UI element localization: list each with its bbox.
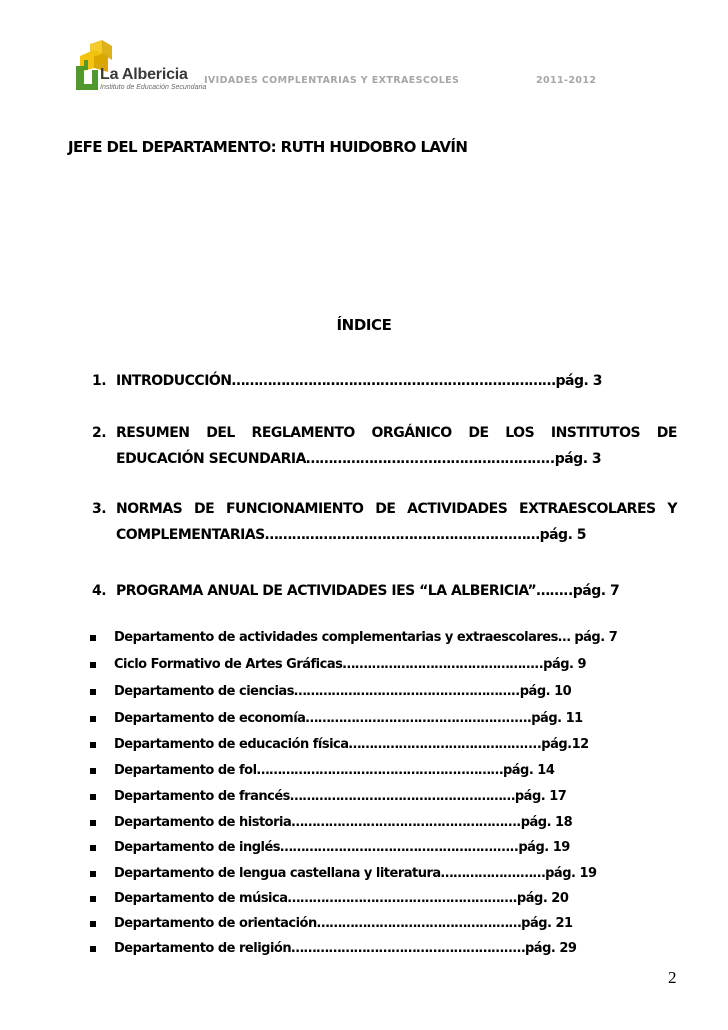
item-text-line-2: COMPLEMENTARIAS……………………………………………….……pág. 5 bbox=[116, 527, 587, 543]
item-text-line-1: RESUMEN DEL REGLAMENTO ORGÁNICO DE LOS INSTITUTOS DE bbox=[116, 425, 677, 441]
bullet-icon bbox=[90, 689, 96, 695]
bullet-text: Departamento de inglés…………………………………………….…..pág. 19 bbox=[114, 840, 570, 855]
header-year: 2011-2012 bbox=[536, 75, 597, 86]
department-head: JEFE DEL DEPARTAMENTO: RUTH HUIDOBRO LAVÍN bbox=[68, 138, 468, 156]
bullet-text: Departamento de lengua castellana y literatura……………….……pág. 19 bbox=[114, 866, 597, 881]
bullet-text: Departamento de música……………………………………………….pág. 20 bbox=[114, 891, 569, 906]
bullet-text: Departamento de fol…………………………………………..………pág. 14 bbox=[114, 763, 555, 778]
item-number: 2. bbox=[92, 425, 107, 441]
bullet-text: Departamento de ciencias………………………………….…………..pág. 10 bbox=[114, 684, 572, 699]
bullet-text: Departamento de orientación…………………………………….……pág. 21 bbox=[114, 916, 573, 931]
bullet-icon bbox=[90, 635, 96, 641]
bullet-icon bbox=[90, 921, 96, 927]
logo-subtitle: Instituto de Educación Secundaria bbox=[100, 84, 207, 91]
header-title: IVIDADES COMPLENTARIAS Y EXTRAESCOLES bbox=[204, 75, 460, 86]
bullet-text: Departamento de economía…………………………………………..….pág. 11 bbox=[114, 711, 583, 726]
bullet-text: Departamento de religión……………………………………………..…pág. 29 bbox=[114, 941, 577, 956]
item-number: 3. bbox=[92, 501, 107, 517]
bullet-text: Ciclo Formativo de Artes Gráficas…….…………………………………..pág. 9 bbox=[114, 657, 587, 672]
item-number: 1. bbox=[92, 373, 107, 389]
bullet-text: Departamento de historia……………………………………………….pág. 18 bbox=[114, 815, 573, 830]
index-title: ÍNDICE bbox=[336, 316, 392, 334]
bullet-icon bbox=[90, 794, 96, 800]
bullet-text: Departamento de actividades complementarias y extraescolares… pág. 7 bbox=[114, 630, 618, 645]
bullet-icon bbox=[90, 820, 96, 826]
item-text: PROGRAMA ANUAL DE ACTIVIDADES IES “LA ALBERICIA”……..pág. 7 bbox=[116, 583, 620, 599]
bullet-text: Departamento de educación física……………………………………....pág.12 bbox=[114, 737, 589, 752]
bullet-icon bbox=[90, 662, 96, 668]
bullet-icon bbox=[90, 716, 96, 722]
item-text-line-2: EDUCACIÓN SECUNDARIA……………………..………………………..pág. 3 bbox=[116, 451, 602, 467]
bullet-text: Departamento de francés………………………………………………pág. 17 bbox=[114, 789, 567, 804]
item-text-line-1: NORMAS DE FUNCIONAMIENTO DE ACTIVIDADES EXTRAESCOLARES Y bbox=[116, 501, 677, 517]
bullet-icon bbox=[90, 896, 96, 902]
bullet-icon bbox=[90, 768, 96, 774]
logo-name: La Albericia bbox=[100, 66, 188, 83]
bullet-icon bbox=[90, 845, 96, 851]
bullet-icon bbox=[90, 871, 96, 877]
bullet-icon bbox=[90, 742, 96, 748]
item-number: 4. bbox=[92, 583, 107, 599]
page-number: 2 bbox=[668, 968, 677, 987]
bullet-icon bbox=[90, 946, 96, 952]
item-text: INTRODUCCIÓN………………………………………………………………pág. 3 bbox=[116, 373, 602, 389]
